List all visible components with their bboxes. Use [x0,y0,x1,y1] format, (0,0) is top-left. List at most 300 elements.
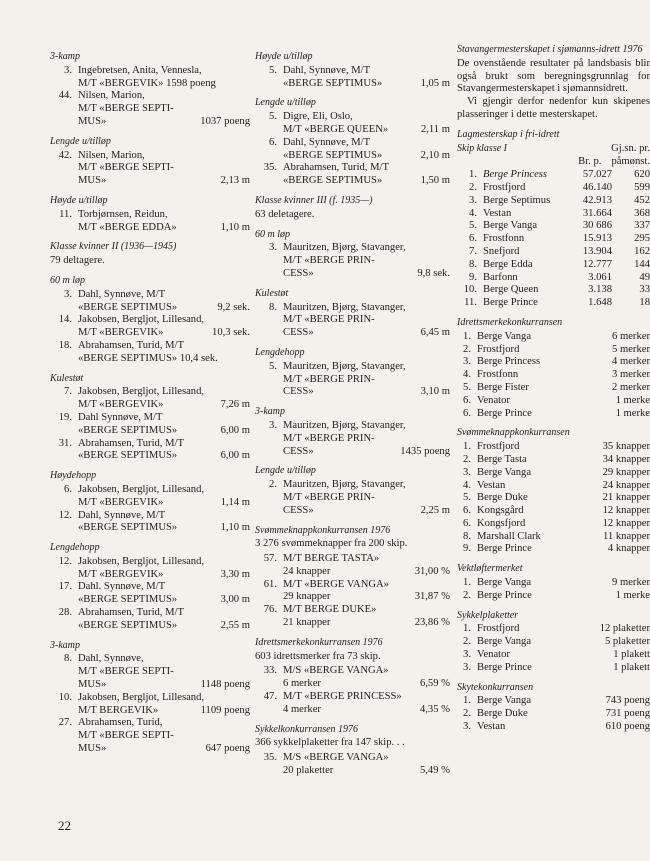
result-details [78,484,250,510]
list-value: 1 merke [615,394,650,406]
result-line [78,450,250,463]
result-value: 1435 poeng [400,445,450,457]
result-text: CESS» [283,504,314,516]
result-text: M/T «BERGE VANGA» [283,578,389,590]
list-value: 21 knapper [602,492,650,504]
table-cell-ship: Snefjord [483,245,520,257]
result-value [246,717,250,730]
result-details [78,65,250,91]
list-ship: Berge Prince [477,407,532,419]
placement-number: 5. [269,360,277,372]
result-text: Mauritzen, Bjørg, Stavanger, [283,419,406,431]
result-line [283,361,450,374]
result-value [446,65,450,78]
result-text: M/T «BERGE PRINCESS» [283,691,402,703]
table-head-row-2 [457,156,650,169]
result-text: M/T BERGE DUKE» [283,604,377,616]
list-rank: 4. [463,479,471,491]
result-value [246,510,250,523]
result-text: Jakobsen, Bergljot, Lillesand, [78,314,205,326]
result-text: M/T BERGE TASTA» [283,553,380,565]
result-text: M/T «BERGEVIK» [78,327,164,339]
list-ship: Berge Princess [477,356,541,368]
result-text: 29 knapper [283,591,331,603]
placement-number: 57. [263,553,277,565]
result-entry [255,420,450,458]
result-line [78,556,250,569]
result-line [78,162,250,175]
competition-heading: Vektløftermerket [457,563,523,575]
competition-list [457,577,650,603]
results-section [255,724,450,778]
result-value [246,90,250,103]
results-section [50,640,250,756]
section-heading: Høydehopp [50,470,97,482]
result-value: 4,35 % [419,703,450,715]
result-text: M/T «BERGEVIK» [78,496,164,508]
result-text: Abrahamsen, Turid, M/T [78,339,184,351]
result-line [283,678,450,691]
result-line [78,581,250,594]
list-ship: Kongsfjord [477,517,526,529]
competition-heading: Svømmeknappkonkurransen [457,427,570,439]
team-standings-table [457,169,650,310]
result-entry [50,209,250,235]
section-heading: 60 m løp [255,228,290,240]
competition-list [457,441,650,556]
result-line [283,752,450,765]
result-line [78,620,250,633]
result-text: M/T «BERGE SEPTI- [78,162,174,174]
result-line [283,691,450,704]
result-line [78,569,250,582]
list-rank: 6. [463,505,471,517]
table-cell-brp: 3.138 [588,284,612,296]
competition-section [457,317,650,420]
result-line [283,65,450,78]
list-ship: Berge Vanga [477,577,532,589]
result-entry [255,665,450,691]
list-rank: 3. [463,649,471,661]
table-cell-ship: Frostfonn [483,233,525,245]
result-text: Dahl, Synnøve, M/T [283,136,371,148]
list-rank: 1. [463,577,471,589]
result-details [78,289,250,315]
result-entry [255,242,450,280]
list-rank: 5. [463,381,471,393]
result-line [283,255,450,268]
result-value: 7,26 m [220,399,250,411]
result-line [283,314,450,327]
competition-section [457,682,650,734]
result-text: CESS» [283,327,314,339]
result-details [283,604,450,630]
result-line [78,653,250,666]
result-text: M/T «BERGE SEPTI- [78,666,174,678]
list-ship: Frostfjord [477,623,520,635]
result-text: Jakobsen, Bergljot, Lillesand, [78,691,205,703]
section-intro: 603 idrettsmerker fra 73 skip. [255,650,381,662]
result-text: Mauritzen, Bjørg, Stavanger, [283,479,406,491]
result-text: M/T «BERGEVIK» [78,399,164,411]
section-heading: 60 m løp [50,274,85,286]
table-cell-rank: 2. [469,181,477,193]
section-heading: Sykkelkonkurransen 1976 [255,723,359,735]
list-ship: Frostfonn [477,369,519,381]
section-intro: 63 deletagere. [255,208,315,220]
list-ship: Venator [477,394,510,406]
result-entry [50,340,250,366]
table-cell-gjsn: 368 [634,207,650,219]
result-entry [255,604,450,630]
result-value: 3,00 m [220,594,250,606]
competition-heading: Sykkelplaketter [457,609,519,621]
list-value: 12 knapper [602,517,650,529]
championship-intro-paragraph-2: Vi gjengir derfor nedenfor kun skipenes plasseringer i dette mesterskapet. [457,96,650,120]
result-text: M/T «BERGE QUEEN» [283,123,389,135]
result-value: 1,10 m [220,221,250,233]
result-value [246,386,250,399]
result-line [78,484,250,497]
result-value: 6,45 m [420,327,450,339]
table-cell-gjsn: 144 [634,258,650,270]
result-line [78,743,250,756]
table-cell-ship: Vestan [483,207,512,219]
section-heading: 3-kamp [255,406,285,418]
list-ship: Berge Vanga [477,330,532,342]
result-entry [255,111,450,137]
result-line [283,665,450,678]
result-value [246,412,250,425]
result-value [446,691,450,704]
list-value: 1 merke [615,589,650,601]
table-cell-brp: 30 686 [582,220,612,232]
result-details [283,302,450,340]
results-section [255,525,450,630]
placement-number: 28. [58,607,72,619]
result-text: Mauritzen, Bjørg, Stavanger, [283,360,406,372]
result-text: Mauritzen, Bjørg, Stavanger, [283,301,406,313]
team-championship-section [457,129,650,310]
placement-number: 3. [64,288,72,300]
section-heading: Lengde u/tilløp [255,97,316,109]
placement-number: 76. [263,604,277,616]
list-rank: 2. [463,589,471,601]
result-value: 9,8 sek. [417,267,450,279]
result-details [283,137,450,163]
competition-list [457,695,650,733]
result-entry [255,691,450,717]
table-cell-rank: 11. [464,297,477,309]
result-value [246,340,250,353]
table-cell-gjsn: 620 [634,169,650,181]
result-line [78,327,250,340]
results-section [255,229,450,281]
result-value: 31,87 % [414,591,450,603]
section-heading: Klasse kvinner II (1936—1945) [50,241,177,253]
list-rank: 5. [463,492,471,504]
table-cell-ship: Berge Queen [483,284,539,296]
result-line [78,116,250,129]
result-line [78,90,250,103]
result-details [78,510,250,536]
result-text: M/T «BERGE PRIN- [283,432,375,444]
table-cell-brp: 31.664 [582,207,612,219]
result-text: «BERGE SEPTIMUS» [78,522,178,534]
championship-intro-paragraph-1: De ovenstående resultater på landsbasis blir også brukt som beregningsgrunnlag for Stavangermesterskapet i sjømannsidrett. [457,57,650,95]
result-line [78,222,250,235]
list-rank: 1. [463,623,471,635]
result-line [283,268,450,281]
section-heading: Høyde u/tilløp [50,194,108,206]
table-cell-brp: 15.913 [582,233,612,245]
result-value [446,314,450,327]
result-value [246,438,250,451]
result-line [283,579,450,592]
result-details [78,209,250,235]
ship-competition-lists [457,317,650,734]
list-value: 4 knapper [607,543,650,555]
result-text: 6 merker [283,678,321,690]
result-line [78,78,250,91]
table-cell-rank: 4. [469,207,477,219]
list-ship: Marshall Clark [477,530,541,542]
placement-number: 27. [58,717,72,729]
result-value [246,556,250,569]
result-text: 20 plaketter [283,765,334,777]
result-line [283,604,450,617]
result-details [78,340,250,366]
result-text: M/T «BERGE SEPTI- [78,103,174,115]
result-details [283,242,450,280]
table-cell-brp: 13.904 [582,245,612,257]
list-value: 2 merker [612,381,650,393]
result-text: M/T «BERGE EDDA» [78,221,177,233]
list-rank: 2. [463,453,471,465]
result-details [283,479,450,517]
result-entry [50,412,250,438]
result-entry [50,90,250,128]
list-ship: Berge Tasta [477,453,527,465]
result-line [78,399,250,412]
table-cell-ship: Berge Prince [483,297,538,309]
result-details [283,665,450,691]
section-heading: Lengdehopp [50,542,100,554]
results-section [255,637,450,717]
result-line [78,510,250,523]
result-line [78,425,250,438]
placement-number: 17. [58,581,72,593]
list-ship: Kongsgård [477,505,524,517]
result-line [78,717,250,730]
result-details [283,420,450,458]
result-line [78,594,250,607]
result-entry [50,150,250,188]
result-line [283,386,450,399]
section-heading: Kulestøt [255,287,289,299]
result-details [283,579,450,605]
column-right [457,44,650,734]
list-value: 9 merker [612,577,650,589]
result-line [283,78,450,91]
result-value: 1148 poeng [200,679,250,691]
result-line [78,65,250,78]
result-value: 31,00 % [414,565,450,577]
result-entry [50,556,250,582]
result-entry [255,479,450,517]
list-value: 1 plakett [613,649,650,661]
section-heading: Lengdehopp [255,346,305,358]
section-heading: 3-kamp [50,51,80,62]
result-text: MUS» [78,679,107,691]
list-ship: Berge Duke [477,708,528,720]
list-value: 12 plaketter [599,623,650,635]
result-text: 24 knapper [283,565,331,577]
result-entry [255,752,450,778]
result-text: M/T «BERGE PRIN- [283,491,375,503]
result-entry [255,553,450,579]
result-line [283,479,450,492]
placement-number: 31. [58,437,72,449]
placement-number: 8. [64,653,72,665]
result-text: Dahl, Synnøve, [78,653,144,665]
result-value [446,420,450,433]
list-ship: Berge Prince [477,543,532,555]
list-value: 35 knapper [602,441,650,453]
result-line [78,314,250,327]
result-text: Jakobsen, Bergljot, Lillesand, [78,483,205,495]
list-value: 24 knapper [602,479,650,491]
results-section [50,195,250,234]
result-text: CESS» [283,267,314,279]
result-line [78,150,250,163]
result-line [283,124,450,137]
table-cell-rank: 7. [469,245,477,257]
result-line [78,340,250,353]
list-ship: Vestan [477,721,506,733]
result-details [78,314,250,340]
result-entry [50,717,250,755]
result-details [283,553,450,579]
result-line [283,492,450,505]
list-rank: 2. [463,708,471,720]
result-entry [255,361,450,399]
result-line [283,505,450,518]
result-details [78,412,250,438]
result-value [246,78,250,91]
table-cell-gjsn: 295 [634,233,650,245]
result-details [78,556,250,582]
table-col-header-pamonst: påmønst. [611,156,650,168]
placement-number: 12. [58,509,72,521]
result-value [246,314,250,327]
placement-number: 3. [269,419,277,431]
result-text: M/T «BERGE PRIN- [283,373,375,385]
result-line [78,666,250,679]
result-line [283,137,450,150]
result-details [78,438,250,464]
result-line [283,433,450,446]
placement-number: 5. [269,111,277,123]
result-value: 9,2 sek. [217,301,250,313]
result-line [78,209,250,222]
result-text: M/S «BERGE VANGA» [283,665,389,677]
list-value: 12 knapper [602,505,650,517]
list-ship: Berge Duke [477,492,528,504]
section-intro: 79 deltagere. [50,255,105,267]
result-value: 6,00 m [220,424,250,436]
list-rank: 2. [463,636,471,648]
result-line [78,289,250,302]
table-col-header-gjsn: Gj.sn. pr. [611,142,650,154]
result-details [78,90,250,128]
placement-number: 33. [263,665,277,677]
result-value [446,553,450,566]
result-value [246,162,250,175]
result-value [446,302,450,315]
list-rank: 6. [463,407,471,419]
section-heading: Idrettsmerkekonkurransen 1976 [255,636,383,648]
result-text: MUS» [78,743,107,755]
result-text: Torbjørnsen, Reidun, [78,208,168,220]
table-cell-gjsn: 49 [639,271,650,283]
result-value: 2,11 m [420,123,450,135]
table-cell-rank: 8. [469,258,477,270]
result-text: «BERGE SEPTIMUS» [78,594,178,606]
result-text: M/T «BERGEVIK» [78,568,164,580]
result-line [283,175,450,188]
placement-number: 5. [269,64,277,76]
column-left [50,44,250,756]
result-text: 21 knapper [283,617,331,629]
table-cell-rank: 9. [469,271,477,283]
result-details [78,717,250,755]
list-rank: 4. [463,369,471,381]
section-heading: Lengde u/tilløp [255,465,316,477]
result-line [78,607,250,620]
result-details [78,150,250,188]
result-text: Ingebretsen, Anita, Vennesla, [78,64,202,76]
competition-section [457,610,650,675]
result-line [283,374,450,387]
placement-number: 61. [263,578,277,590]
list-rank: 6. [463,517,471,529]
result-details [78,581,250,607]
table-cell-brp: 12.777 [582,258,612,270]
section-intro: 366 sykkelplaketter fra 147 skip. . . [255,737,405,749]
result-value: 3,10 m [420,386,450,398]
result-line [283,242,450,255]
list-ship: Berge Vanga [477,466,532,478]
result-value: 6,59 % [419,678,450,690]
result-value: 2,55 m [220,619,250,631]
result-value [246,692,250,705]
result-details [78,692,250,718]
placement-number: 35. [263,162,277,174]
result-entry [255,65,450,91]
result-value: 2,13 m [220,175,250,187]
result-value: 23,86 % [414,617,450,629]
result-value: 1,50 m [420,175,450,187]
placement-number: 6. [269,136,277,148]
list-value: 5 plaketter [604,636,650,648]
result-value [246,289,250,302]
table-cell-ship: Berge Vanga [483,220,538,232]
result-value [446,137,450,150]
result-details [78,386,250,412]
table-cell-brp: 46.140 [582,181,612,193]
result-entry [255,162,450,188]
